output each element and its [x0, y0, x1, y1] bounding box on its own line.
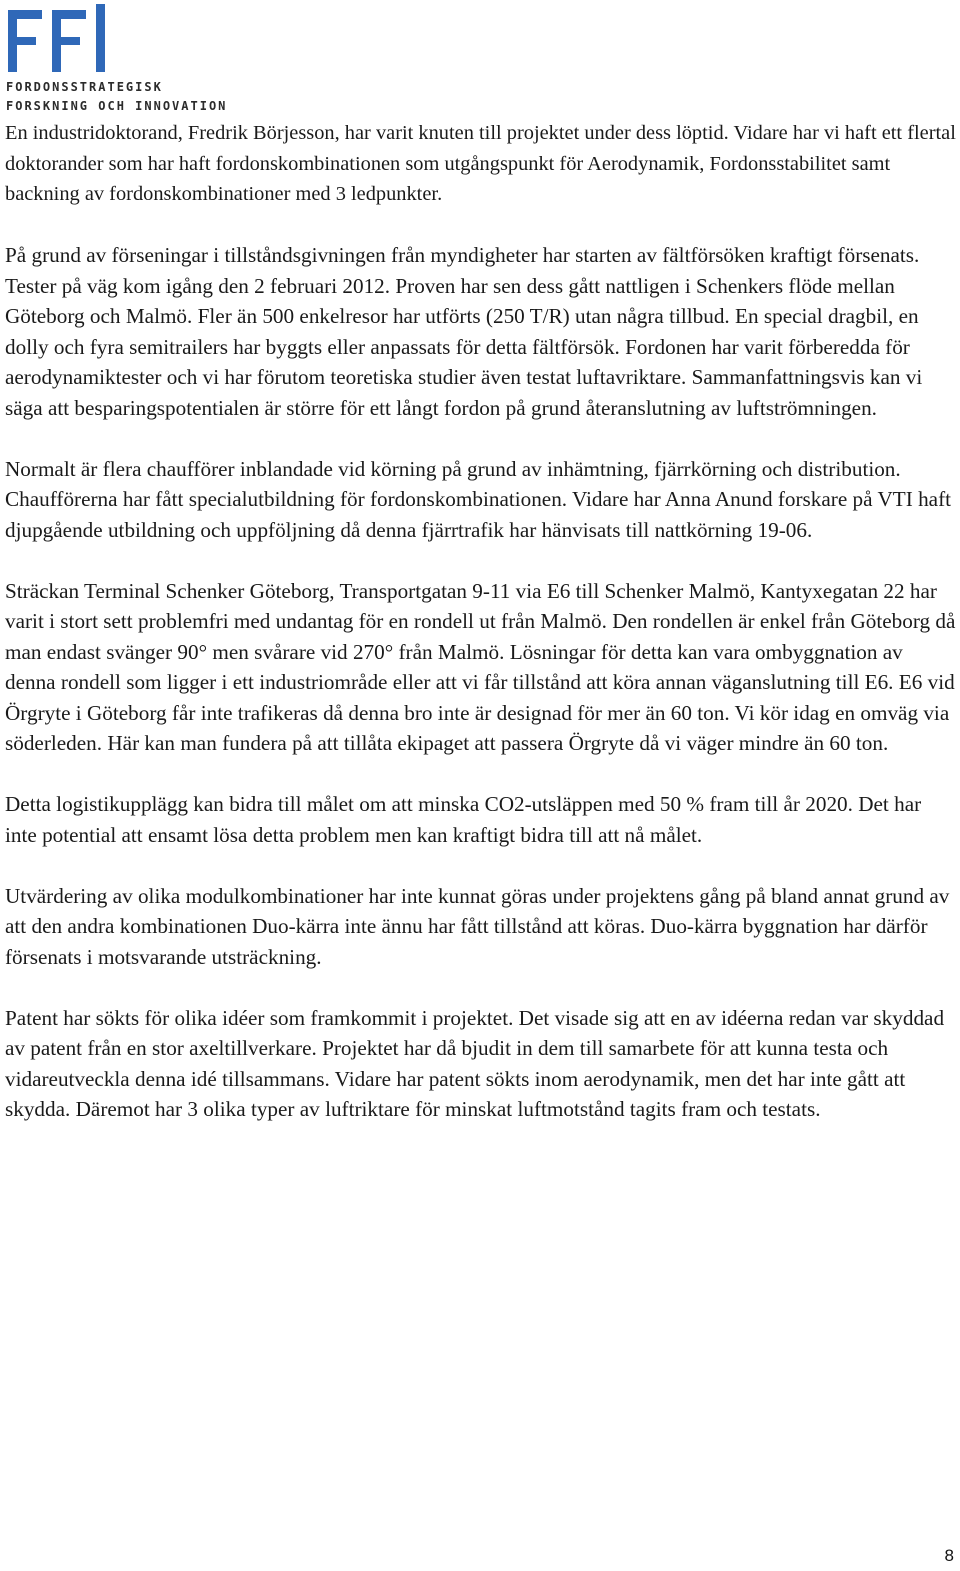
logo-line-1: FORDONSSTRATEGISK — [6, 80, 163, 94]
paragraph-4: Sträckan Terminal Schenker Göteborg, Transportgatan 9-11 via E6 till Schenker Malmö, Kantyxegatan 22 har varit i stort sett problemfri med undantag för en rondell ut från Malmö. Den rondellen är enkel från Göteborg då man endast svänger 90° men svårare vid 270° från Malmö. Lösningar för detta kan vara ombyggnation av denna rondell som ligger i ett industriområde eller att vi får tillstånd att köra annan väganslutning till E6. E6 vid Örgryte i Göteborg får inte trafikeras då denna bro inte är designad för mer än 60 ton. Vi kör idag en omväg via söderleden. Här kan man fundera på att tillåta ekipaget att passera Örgryte då vi väger mindre än 60 ton. — [5, 578, 956, 755]
paragraph-2: På grund av förseningar i tillståndsgivningen från myndigheter har starten av fältförsöken kraftigt försenats. Tester på väg kom igång den 2 februari 2012. Proven har sen dess gått nattligen i Schenkers flöde mellan Göteborg och Malmö. Fler än 500 enkelresor har utförts (250 T/R) utan några tillbud. En special dragbil, en dolly och fyra semitrailers har byggts eller anpassats för detta fältförsök. Fordonen har varit förberedda för aerodynamiktester och vi har förutom teoretiska studier även testat luftavriktare. Sammanfattningsvis kan vi säga att besparingspotentialen är större för ett långt fordon på grund återanslutning av luftströmningen. — [5, 243, 923, 420]
page-number: 8 — [944, 1546, 954, 1565]
paragraph-3: Normalt är flera chaufförer inblandade vid körning på grund av inhämtning, fjärrkörning och distribution. Chaufförerna har fått specialutbildning för fordonskombinationen. Vidare har Anna Anund forskare på VTI haft djupgående utbildning och uppföljning då denna fjärrtrafik har hänvisats till nattkörning 19-06. — [5, 456, 952, 542]
ffi-logo-mark — [6, 4, 116, 76]
paragraph-7: Patent har sökts för olika idéer som framkommit i projektet. Det visade sig att en av idéerna redan var skyddad av patent från en stor axeltillverkare. Projektet har då bjudit in dem till samarbete för att kunna testa och vidareutveckla denna idé tillsammans. Vidare har patent sökts inom aerodynamik, men det har inte gått att skydda. Däremot har 3 olika typer av luftriktare för minskat luftmotstånd tagits fram och testats. — [5, 1005, 945, 1121]
logo-line-2: FORSKNING OCH INNOVATION — [6, 99, 228, 113]
paragraph-6: Utvärdering av olika modulkombinationer har inte kunnat göras under projektens gång på bland annat grund av att den andra kombinationen Duo-kärra inte ännu har fått tillstånd att köras. Duo-kärra byggnation har därför försenats i motsvarande utsträckning. — [5, 883, 950, 969]
paragraph-1: En industridoktorand, Fredrik Börjesson, har varit knuten till projektet under dess löptid. Vidare har vi haft ett flertal doktorander som har haft fordonskombinationen som utgångspunkt för Aerodynamik, Fordonsstabilitet samt backning av fordonskombinationer med 3 ledpunkter. — [5, 122, 956, 205]
paragraph-5: Detta logistikupplägg kan bidra till målet om att minska CO2-utsläppen med 50 % fram till år 2020. Det har inte potential att ensamt lösa detta problem men kan kraftigt bidra till att nå målet. — [5, 792, 922, 847]
document-body — [5, 118, 957, 1155]
ffi-logo — [6, 4, 236, 118]
